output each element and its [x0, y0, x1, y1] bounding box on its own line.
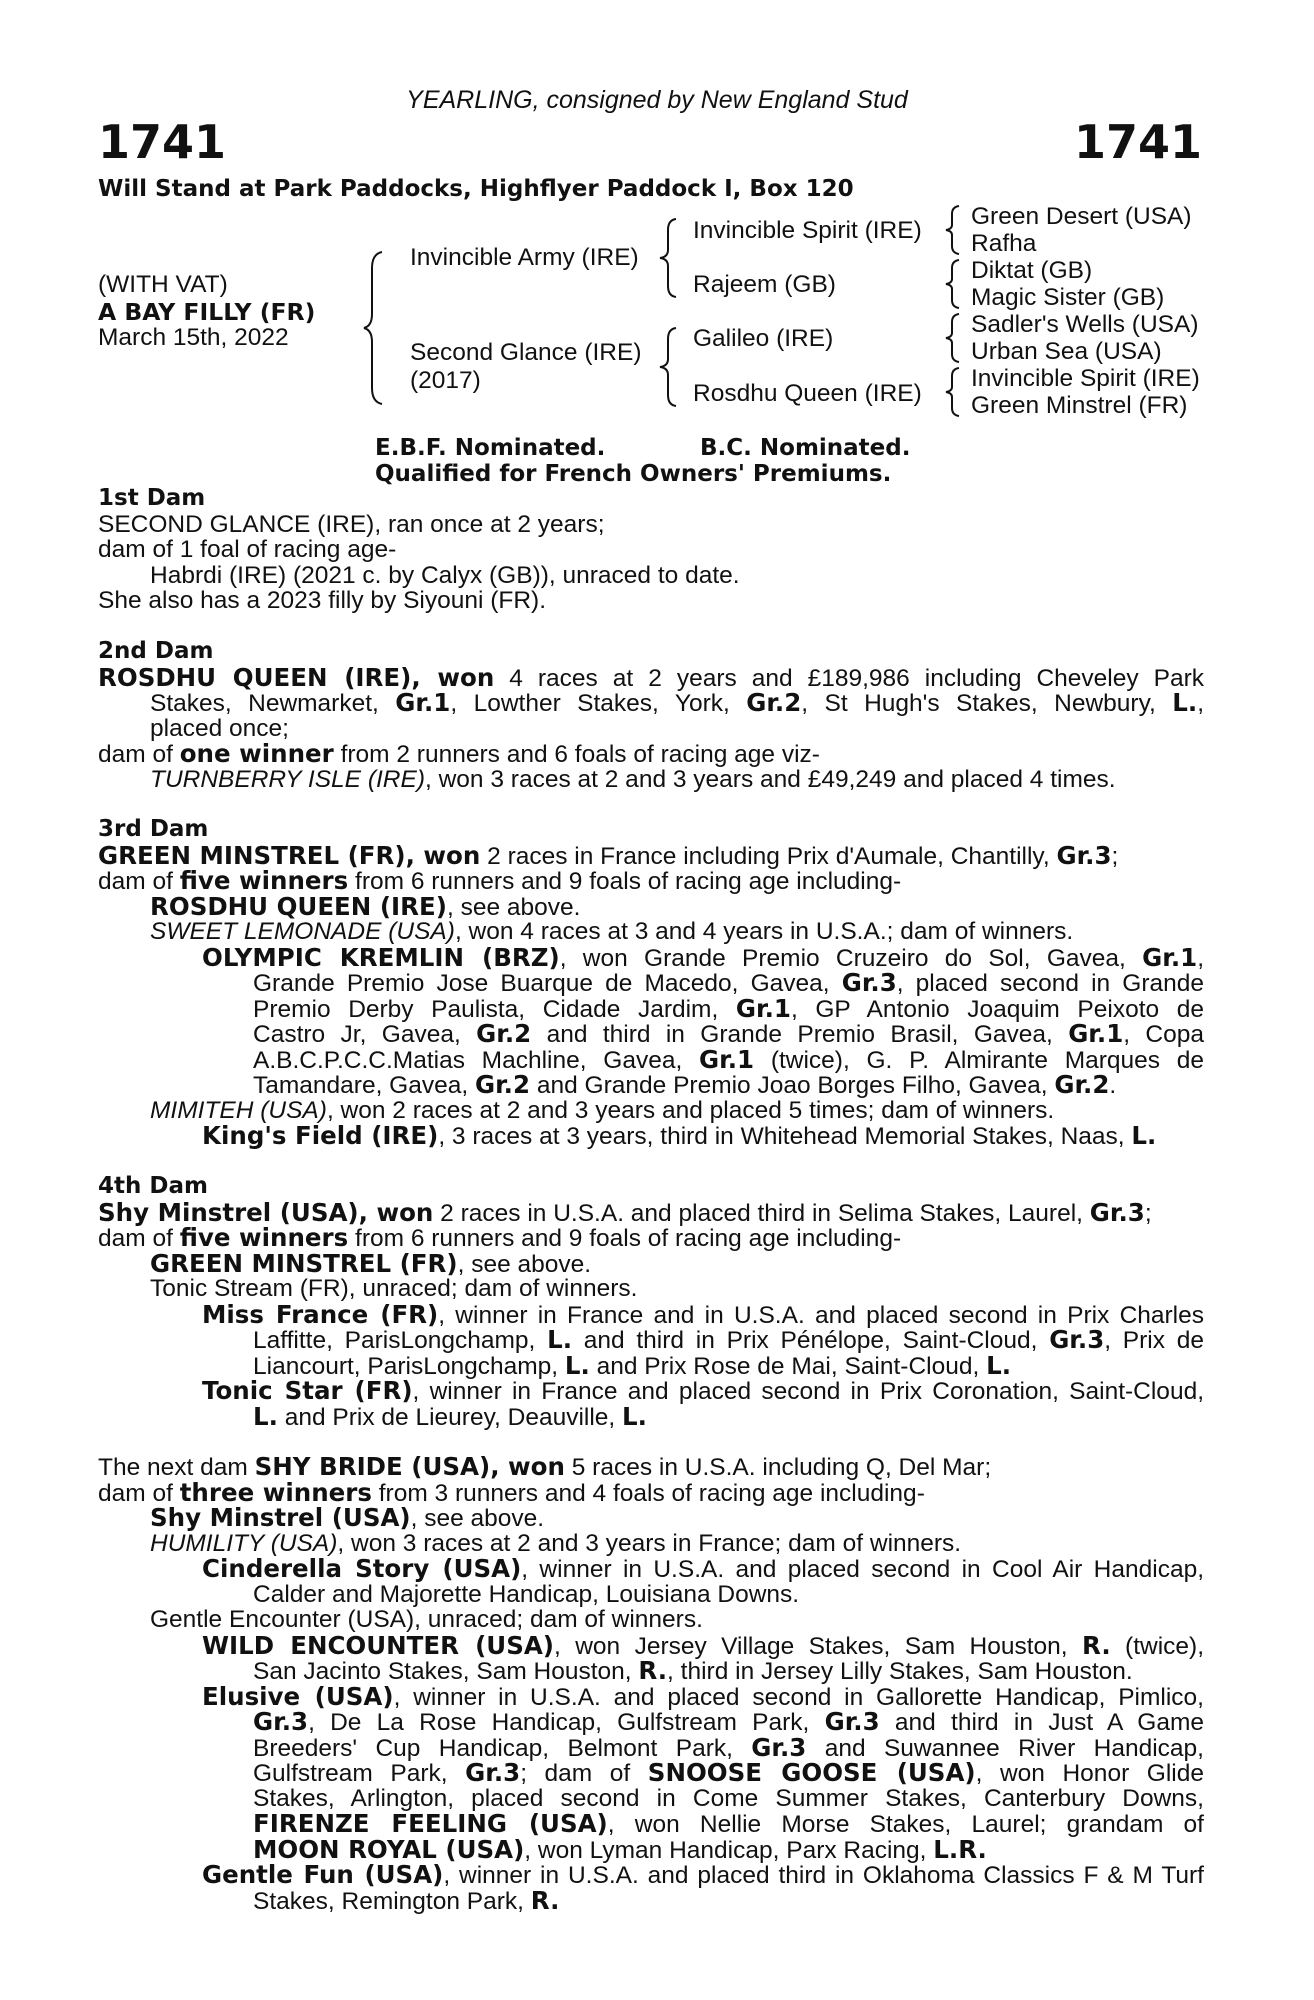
text-line: [98, 1658, 1204, 1684]
text-span: .: [1109, 1072, 1117, 1099]
text-line: [253, 1732, 1204, 1762]
horse-name: SNOOSE GOOSE (USA): [647, 1758, 976, 1787]
foaled-date: March 15th, 2022: [98, 324, 289, 351]
location-line: Will Stand at Park Paddocks, Highflyer Paddock I, Box 120: [98, 176, 854, 202]
text-line: [202, 1681, 1204, 1711]
text-span: The next dam: [98, 1454, 255, 1481]
text-line: [98, 1197, 1204, 1227]
section-heading: 3rd Dam: [98, 816, 209, 842]
won-label: , won: [411, 662, 495, 692]
text-span: , won 2 races at 2 and 3 years and placed 5 times; dam of winners.: [326, 1096, 1055, 1124]
text-line: [202, 942, 1204, 972]
lot-number-left: 1741: [98, 115, 227, 169]
text-span: Stakes, Newmarket,: [150, 690, 396, 717]
text-span: , placed second in Grande: [896, 970, 1205, 997]
text-span: Laffitte, ParisLongchamp,: [253, 1327, 548, 1354]
text-span: Stakes, Remington Park,: [253, 1887, 531, 1915]
horse-name: Cinderella Story (USA): [202, 1554, 522, 1583]
text-span: dam of: [98, 1225, 180, 1252]
text-line: [150, 690, 1204, 716]
text-line: [202, 1630, 1205, 1660]
g3-brace-4: [942, 366, 964, 418]
text-span: Tamandare, Gavea,: [253, 1072, 475, 1099]
sire: Invincible Army (IRE): [410, 244, 639, 271]
text-line: [98, 1123, 1204, 1149]
text-line: [98, 741, 1204, 767]
horse-name: ROSDHU QUEEN (IRE): [150, 891, 447, 921]
text-span: , winner in U.S.A. and placed second in Gallorette Handicap, Pimlico,: [393, 1683, 1204, 1711]
text-line: [98, 1098, 1204, 1124]
text-span: dam of: [98, 741, 180, 768]
horse-name: FIRENZE FEELING (USA): [253, 1809, 608, 1838]
text-span: San Jacinto Stakes, Sam Houston,: [253, 1658, 639, 1685]
text-span: and third in Just A Game: [879, 1709, 1204, 1736]
text-span: 2 races in France including Prix d'Aumale, Chantilly,: [480, 842, 1057, 870]
grade-label: Gr.2: [1054, 1070, 1110, 1099]
text-line: [253, 1709, 1204, 1735]
text-span: , see above.: [446, 893, 581, 921]
text-span: , Prix de: [1104, 1327, 1204, 1354]
text-line: [202, 1299, 1204, 1329]
text-span: and Prix Rose de Mai, Saint-Cloud,: [589, 1352, 987, 1380]
text-line: [98, 1477, 1204, 1507]
text-line: [98, 1225, 1204, 1251]
text-span: , 3 races at 3 years, third in Whitehead Memorial Stakes, Naas,: [438, 1123, 1132, 1150]
horse-name: GREEN MINSTREL (FR): [98, 840, 406, 870]
text-line: [253, 993, 1204, 1023]
first-dam-section: [98, 486, 1204, 614]
text-line: [98, 1401, 1204, 1431]
horse-name: GREEN MINSTREL (FR): [150, 1248, 458, 1278]
text-span: ,: [1197, 690, 1204, 717]
text-line: [98, 767, 1204, 793]
grade-label: Gr.3: [824, 1707, 880, 1736]
text-line: [202, 1378, 1204, 1404]
text-span: ,: [1197, 944, 1204, 972]
text-span: 5 races in U.S.A. including Q, Del Mar;: [564, 1454, 992, 1481]
winner-count: five winners: [179, 866, 349, 895]
horse-name: HUMILITY (USA): [150, 1529, 338, 1557]
grade-label: L.: [253, 1401, 278, 1431]
text-span: , De La Rose Handicap, Gulfstream Park,: [308, 1709, 825, 1736]
section-heading: 1st Dam: [98, 485, 206, 511]
horse-name: SHY BRIDE (USA): [254, 1452, 491, 1481]
horse-name: Gentle Fun (USA): [202, 1860, 444, 1889]
text-line: [98, 1505, 1204, 1531]
text-span: , won 3 races at 2 and 3 years in France; dam of winners.: [337, 1529, 962, 1557]
text-span: ;: [1111, 842, 1119, 870]
grade-label: Gr.2: [474, 1070, 531, 1099]
text-line: Tonic Stream (FR), unraced; dam of winners.: [150, 1275, 638, 1302]
text-span: , won Jersey Village Stakes, Sam Houston,: [554, 1632, 1083, 1660]
won-label: , won: [358, 1197, 434, 1227]
section-heading: 4th Dam: [98, 1173, 208, 1199]
gg-7: Invincible Spirit (IRE): [971, 365, 1200, 392]
grade-label: L.: [547, 1325, 572, 1354]
grade-label: R.: [1082, 1630, 1111, 1660]
text-line: [98, 919, 1204, 945]
text-span: , won Honor Glide: [975, 1760, 1204, 1787]
gg-5: Sadler's Wells (USA): [971, 311, 1199, 338]
horse-name: ROSDHU QUEEN (IRE): [98, 662, 412, 692]
text-span: and Grande Premio Joao Borges Filho, Gavea,: [530, 1072, 1055, 1099]
text-span: and third in Prix Pénélope, Saint-Cloud,: [572, 1327, 1050, 1354]
next-dam-section: [98, 1454, 1204, 1913]
text-span: Liancourt, ParisLongchamp,: [253, 1352, 565, 1380]
text-span: , St Hugh's Stakes, Newbury,: [801, 690, 1173, 717]
text-span: 2 races in U.S.A. and placed third in Selima Stakes, Laurel,: [433, 1199, 1090, 1227]
winner-count: five winners: [179, 1223, 349, 1252]
grade-label: Gr.1: [395, 688, 451, 717]
g3-brace-2: [942, 258, 964, 310]
text-line: [202, 1556, 1204, 1582]
text-line: [253, 1327, 1204, 1353]
text-span: , Copa: [1123, 1021, 1205, 1048]
text-span: , winner in U.S.A. and placed second in Cool Air Handicap,: [521, 1556, 1205, 1583]
text-line: Habrdi (IRE) (2021 c. by Calyx (GB)), unraced to date.: [150, 561, 740, 589]
horse-name: SWEET LEMONADE (USA): [150, 918, 455, 945]
grade-label: Gr.2: [746, 688, 802, 717]
horse-name: TURNBERRY ISLE (IRE): [150, 765, 425, 793]
text-span: and third in Grande Premio Brasil, Gavea,: [531, 1021, 1069, 1048]
won-label: , won: [490, 1452, 565, 1481]
text-line: Stakes, Arlington, placed second in Come Summer Stakes, Canterbury Downs,: [253, 1784, 1204, 1812]
grade-label: R.: [530, 1885, 560, 1915]
sire-sire: Invincible Spirit (IRE): [693, 217, 922, 244]
text-span: from 6 runners and 9 foals of racing age including-: [348, 868, 902, 895]
gg-4: Magic Sister (GB): [971, 284, 1165, 311]
text-span: Breeders' Cup Handicap, Belmont Park,: [253, 1734, 752, 1762]
french-premiums: Qualified for French Owners' Premiums.: [375, 461, 892, 487]
text-span: , won 4 races at 3 and 4 years in U.S.A.; dam of winners.: [454, 918, 1074, 945]
grade-label: Gr.3: [465, 1758, 521, 1787]
text-span: and Suwannee River Handicap,: [806, 1734, 1204, 1762]
fourth-dam-section: [98, 1174, 1204, 1429]
g3-brace-3: [942, 312, 964, 364]
text-line: [253, 1760, 1204, 1786]
text-line: [98, 868, 1204, 894]
grade-label: R.: [638, 1656, 668, 1685]
grade-label: L.: [986, 1350, 1011, 1380]
text-span: , winner in France and placed second in Prix Coronation, Saint-Cloud,: [412, 1378, 1204, 1405]
grade-label: Gr.3: [1049, 1325, 1105, 1354]
text-line: [253, 1044, 1204, 1074]
text-line: placed once;: [150, 714, 289, 742]
text-span: , Lowther Stakes, York,: [450, 690, 747, 717]
winner-count: three winners: [179, 1477, 372, 1507]
text-span: , GP Antonio Joaquim Peixoto de: [790, 995, 1204, 1023]
gg-2: Rafha: [971, 230, 1037, 257]
won-label: , won: [405, 840, 481, 870]
text-line: [98, 1454, 1204, 1480]
grade-label: Gr.1: [1142, 942, 1198, 972]
grade-label: Gr.1: [699, 1044, 755, 1074]
horse-name: Miss France (FR): [202, 1299, 439, 1329]
horse-name: OLYMPIC KREMLIN (BRZ): [202, 942, 560, 972]
text-span: from 6 runners and 9 foals of racing age including-: [348, 1225, 902, 1252]
text-line: [98, 1350, 1204, 1380]
lot-number-right: 1741: [1073, 115, 1202, 169]
text-span: (twice),: [1110, 1632, 1205, 1660]
lot-title: A BAY FILLY (FR): [98, 298, 316, 326]
text-span: Premio Derby Paulista, Cidade Jardim,: [253, 995, 736, 1023]
text-line: Gentle Encounter (USA), unraced; dam of winners.: [150, 1606, 703, 1633]
ebf-nomination: E.B.F. Nominated.: [375, 435, 606, 461]
dam-dam: Rosdhu Queen (IRE): [693, 380, 922, 407]
horse-name: Elusive (USA): [202, 1681, 394, 1711]
text-span: , see above.: [457, 1250, 592, 1278]
horse-name: MOON ROYAL (USA): [253, 1834, 525, 1864]
horse-name: Shy Minstrel (USA): [150, 1503, 411, 1532]
text-span: , third in Jersey Lilly Stakes, Sam Houston.: [667, 1658, 1133, 1685]
g3-brace-1: [942, 204, 964, 256]
text-line: [98, 891, 1204, 921]
text-line: [253, 970, 1204, 996]
horse-name: WILD ENCOUNTER (USA): [202, 1630, 555, 1660]
third-dam-section: [98, 817, 1204, 1149]
grade-label: Gr.3: [1056, 840, 1112, 870]
text-line: [98, 662, 1204, 692]
grade-label: L.: [564, 1350, 590, 1380]
horse-name: King's Field (IRE): [202, 1121, 439, 1150]
pedigree-brace: [360, 248, 390, 408]
text-line: [202, 1862, 1204, 1888]
text-span: from 2 runners and 6 foals of racing age viz-: [333, 741, 820, 768]
text-line: [98, 840, 1204, 870]
text-span: 4 races at 2 years and £189,986 including Cheveley Park: [494, 664, 1204, 692]
sire-dam: Rajeem (GB): [693, 271, 836, 298]
gg-1: Green Desert (USA): [971, 203, 1192, 230]
grade-label: L.: [622, 1401, 647, 1431]
grade-label: L.: [1131, 1121, 1157, 1150]
text-span: ; dam of: [520, 1760, 648, 1787]
text-line: [98, 1072, 1204, 1098]
text-span: dam of: [98, 868, 180, 895]
grade-label: Gr.1: [735, 993, 791, 1023]
text-line: [98, 1885, 1204, 1915]
text-span: , winner in France and in U.S.A. and placed second in Prix Charles: [438, 1301, 1204, 1329]
gg-8: Green Minstrel (FR): [971, 392, 1188, 419]
text-line: [253, 1811, 1204, 1837]
text-line: [253, 1021, 1204, 1047]
grade-label: L.R.: [933, 1834, 987, 1864]
text-span: , won Lyman Handicap, Parx Racing,: [524, 1836, 934, 1864]
second-dam-section: [98, 639, 1204, 792]
grade-label: Gr.3: [253, 1707, 309, 1736]
grade-label: Gr.3: [751, 1732, 807, 1762]
text-span: Castro Jr, Gavea,: [253, 1021, 477, 1048]
horse-name: Tonic Star (FR): [202, 1376, 413, 1405]
horse-name: MIMITEH (USA): [150, 1096, 327, 1124]
gg-6: Urban Sea (USA): [971, 338, 1162, 365]
text-span: A.B.C.P.C.C.Matias Machline, Gavea,: [253, 1046, 700, 1074]
text-line: SECOND GLANCE (IRE), ran once at 2 years;: [98, 510, 605, 538]
dam: Second Glance (IRE): [410, 339, 642, 366]
dam-year: (2017): [410, 367, 481, 394]
dam-brace: [656, 325, 682, 409]
text-span: , winner in U.S.A. and placed third in Oklahoma Classics F & M Turf: [443, 1862, 1204, 1889]
consignment-line: YEARLING, consigned by New England Stud: [406, 86, 908, 114]
text-span: ;: [1144, 1199, 1152, 1227]
section-heading: 2nd Dam: [98, 638, 214, 664]
winner-count: one winner: [179, 739, 334, 768]
text-span: (twice), G. P. Almirante Marques de: [754, 1046, 1204, 1074]
text-line: dam of 1 foal of racing age-: [98, 536, 397, 563]
grade-label: L.: [1172, 688, 1198, 717]
grade-label: Gr.3: [841, 968, 897, 997]
text-span: , won Grande Premio Cruzeiro do Sol, Gavea,: [559, 944, 1143, 972]
text-span: Grande Premio Jose Buarque de Macedo, Gavea,: [253, 970, 842, 997]
vat-label: (WITH VAT): [98, 271, 228, 298]
text-line: [98, 1531, 1204, 1557]
grade-label: Gr.3: [1089, 1197, 1145, 1227]
grade-label: Gr.2: [476, 1019, 532, 1048]
text-span: , see above.: [410, 1505, 545, 1532]
text-span: Gulfstream Park,: [253, 1760, 466, 1787]
sire-brace: [656, 216, 682, 300]
text-span: dam of: [98, 1479, 180, 1507]
horse-name: Shy Minstrel (USA): [98, 1197, 359, 1227]
gg-3: Diktat (GB): [971, 257, 1093, 284]
grade-label: Gr.1: [1068, 1019, 1124, 1048]
text-span: , won Nellie Morse Stakes, Laurel; grandam of: [607, 1811, 1204, 1838]
text-span: from 3 runners and 4 foals of racing age including-: [371, 1479, 925, 1507]
text-span: , won 3 races at 2 and 3 years and £49,249 and placed 4 times.: [425, 765, 1116, 793]
text-line: [98, 1248, 1204, 1278]
dam-sire: Galileo (IRE): [693, 325, 834, 352]
bc-nomination: B.C. Nominated.: [700, 435, 911, 461]
text-span: and Prix de Lieurey, Deauville,: [277, 1403, 623, 1431]
text-line: Calder and Majorette Handicap, Louisiana Downs.: [253, 1580, 800, 1608]
text-line: She also has a 2023 filly by Siyouni (FR).: [98, 587, 547, 614]
text-line: [98, 1834, 1204, 1864]
